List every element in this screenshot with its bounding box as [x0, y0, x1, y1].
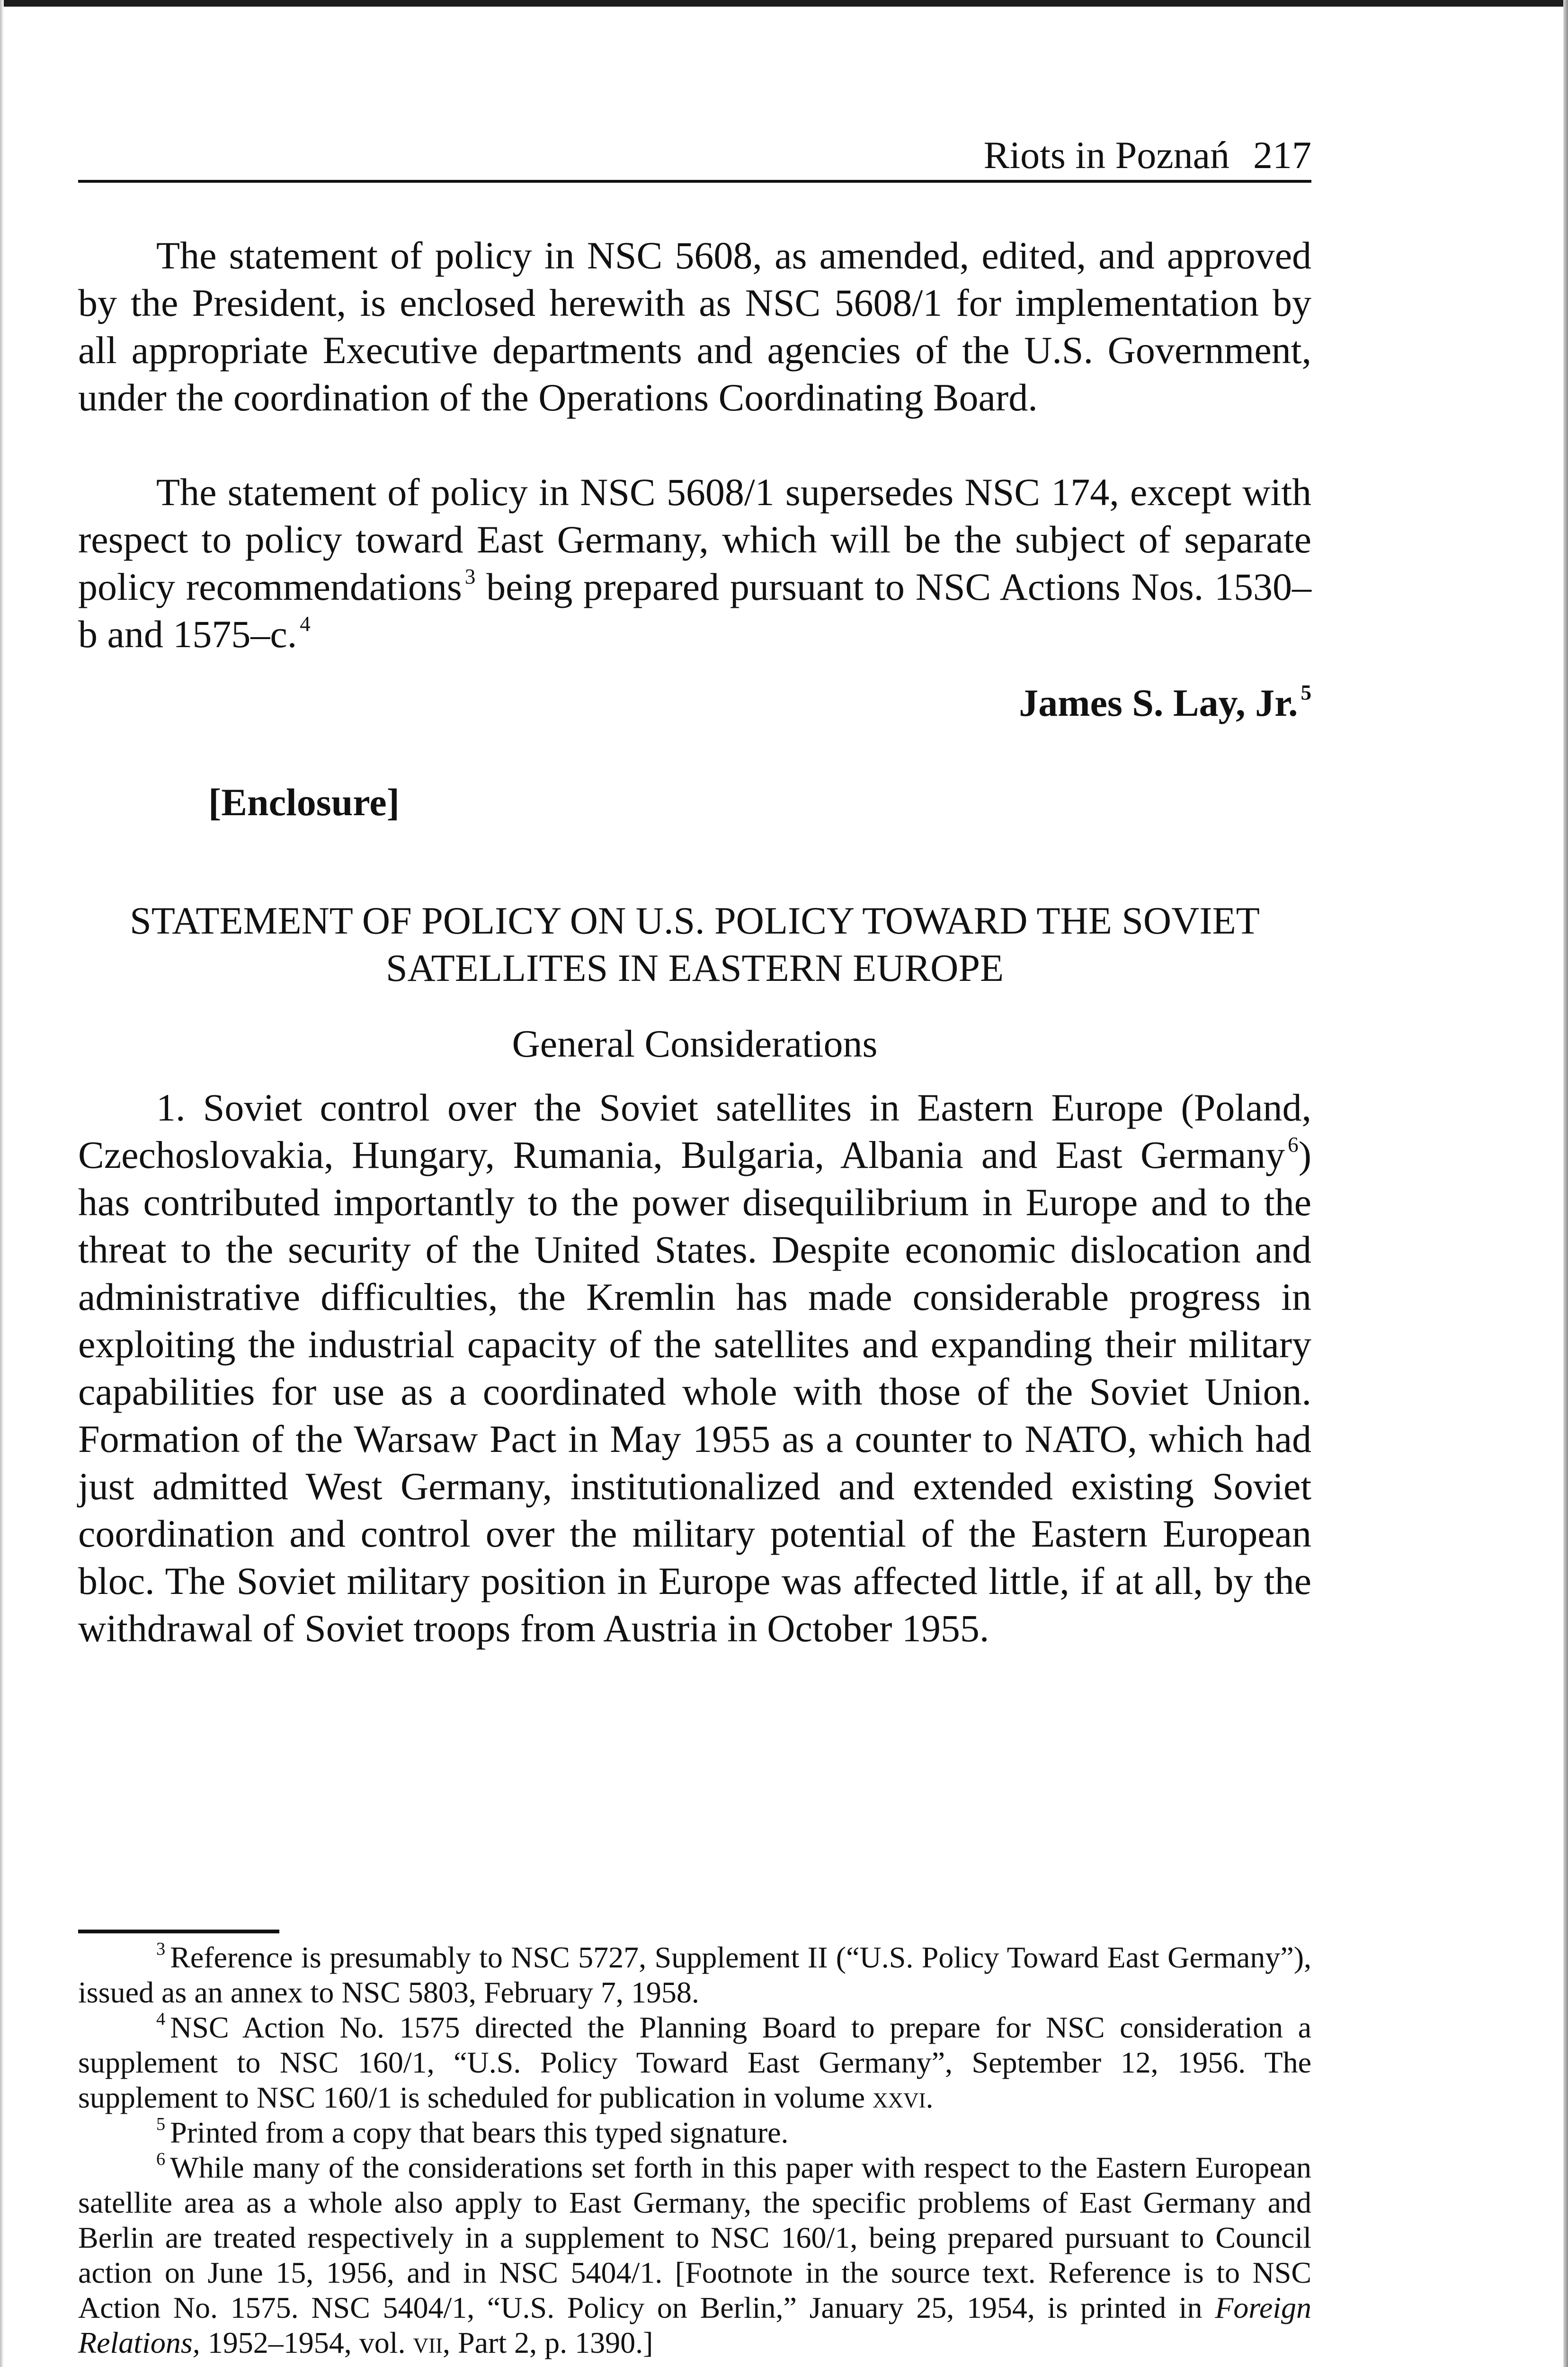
- signature-name: James S. Lay, Jr.: [1019, 681, 1298, 724]
- footnote-3-text: Reference is presumably to NSC 5727, Supplement II (“U.S. Policy Toward East Germany”), issued as an annex to NSC 5803, February 7, 1958.: [78, 1940, 1311, 2009]
- footnote-6-italic-title: Foreign Relations,: [78, 2291, 1312, 2359]
- footnote-6-mark: 6: [156, 2149, 166, 2170]
- signature: [78, 679, 1311, 727]
- statement-paragraph-1: [78, 1084, 1311, 1652]
- footnote-6-text-2: 1952–1954, vol.: [207, 2326, 406, 2359]
- running-head-rule: [78, 180, 1311, 183]
- page-right-edge: [1563, 0, 1568, 2367]
- statement-paragraph-1-text-a: 1. Soviet control over the Soviet satellites in Eastern Europe (Poland, Czechoslovakia, Hungary, Rumania, Bulgaria, Albania and East Germany: [78, 1086, 1311, 1176]
- footnote-ref-6: 6: [1288, 1133, 1299, 1157]
- section-heading: General Considerations: [512, 1022, 878, 1065]
- footnotes: [78, 1940, 1311, 2360]
- intro-paragraph-2: [78, 469, 1311, 658]
- intro-paragraph-2-text-b: being prepared pursuant to NSC Actions Nos. 1530–b and 1575–c.: [78, 565, 1311, 656]
- footnote-5-mark: 5: [156, 2114, 166, 2135]
- intro-paragraph-1: The statement of policy in NSC 5608, as amended, edited, and approved by the President, is enclosed herewith as NSC 5608/1 for implementation by all appropriate Executive departments and agencies of the U.S. Government, under the coordination of the Operations Coordinating Board.: [78, 234, 1311, 419]
- footnote-6-volume: vii: [413, 2326, 443, 2359]
- page-left-edge: [0, 0, 4, 2367]
- footnote-6-text: While many of the considerations set forth in this paper with respect to the Eastern European satellite area as a whole also apply to East Germany, the specific problems of East Germany and Berlin are treated respectively in a supplement to NSC 160/1, being prepared pursuant to Council action on June 15, 1956, and in NSC 5404/1. [Footnote in the source text. Reference is to NSC Action No. 1575. NSC 5404/1, “U.S. Policy on Berlin,” January 25, 1954, is printed in: [78, 2151, 1311, 2324]
- footnote-4: [78, 2010, 1311, 2115]
- page-number: 217: [1253, 133, 1311, 177]
- footnote-rule: [78, 1930, 279, 1933]
- footnote-5-text: Printed from a copy that bears this typed signature.: [170, 2116, 789, 2149]
- page-top-edge: [0, 0, 1568, 7]
- running-head-title: Riots in Poznań: [983, 133, 1229, 177]
- footnote-ref-4: 4: [300, 612, 311, 636]
- footnote-4-end: .: [926, 2081, 934, 2114]
- footnote-ref-5: 5: [1301, 681, 1311, 705]
- intro-paragraph-2-text-a: The statement of policy in NSC 5608/1 supersedes NSC 174, except with respect to policy toward East Germany, which will be the subject of separate policy recommendations: [78, 471, 1311, 608]
- footnote-6: [78, 2150, 1311, 2360]
- statement-title-line-2: SATELLITES IN EASTERN EUROPE: [385, 946, 1004, 989]
- enclosure-label: [Enclosure]: [208, 781, 400, 824]
- footnote-4-mark: 4: [156, 2009, 166, 2029]
- statement-title-line-1: STATEMENT OF POLICY ON U.S. POLICY TOWARD THE SOVIET: [130, 899, 1260, 942]
- statement-title: [78, 897, 1311, 992]
- running-head: [78, 132, 1311, 179]
- footnote-ref-3: 3: [464, 565, 476, 589]
- footnote-3-mark: 3: [156, 1939, 166, 1959]
- statement-paragraph-1-text-b: ) has contributed importantly to the power disequilibrium in Europe and to the threat to the security of the United States. Despite economic dislocation and administrative difficulties, the Kremlin has made considerable progress in exploiting the industrial capacity of the satellites and expanding their military capabilities for use as a coordinated whole with those of the Soviet Union. Formation of the Warsaw Pact in May 1955 as a counter to NATO, which had just admitted West Germany, institutionalized and extended existing Soviet coordination and control over the military potential of the Eastern European bloc. The Soviet military position in Europe was affected little, if at all, by the withdrawal of Soviet troops from Austria in October 1955.: [78, 1133, 1311, 1650]
- footnote-4-volume: xxvi: [873, 2081, 926, 2114]
- footnote-5: [78, 2115, 1311, 2150]
- footnote-4-text: NSC Action No. 1575 directed the Planning Board to prepare for NSC consideration a supplement to NSC 160/1, “U.S. Policy Toward East Germany”, September 12, 1956. The supplement to NSC 160/1 is scheduled for publication in volume: [78, 2011, 1311, 2114]
- footnote-6-end: , Part 2, p. 1390.]: [443, 2326, 653, 2359]
- footnote-3: [78, 1940, 1311, 2010]
